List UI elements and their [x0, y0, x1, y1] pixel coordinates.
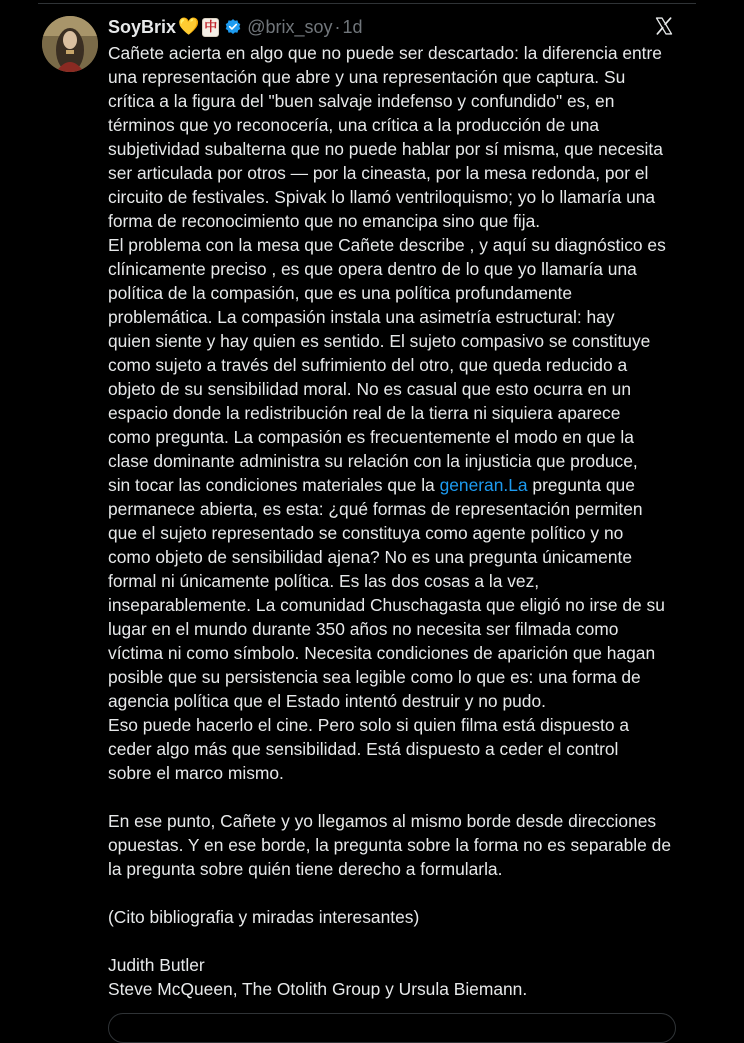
tweet-line: términos que yo reconocería, una crítica a la producción de una	[108, 115, 600, 135]
tweet-line: como sujeto a través del sufrimiento del otro, que queda reducido a	[108, 355, 628, 375]
tweet-line: una representación que abre y una representación que captura. Su	[108, 67, 626, 87]
tweet-line: En ese punto, Cañete y yo llegamos al mismo borde desde direcciones	[108, 811, 657, 831]
tweet-line: posible que su persistencia sea legible como lo que es: una forma de	[108, 667, 641, 687]
tweet-line: política de la compasión, que es una política profundamente	[108, 283, 573, 303]
tweet-line-with-link	[108, 473, 688, 497]
tweet-line: sobre el marco mismo.	[108, 763, 284, 783]
tweet-line: inseparablemente. La comunidad Chuschagasta que eligió no irse de su	[108, 595, 665, 615]
tweet-line: permanece abierta, es esta: ¿qué formas de representación permiten	[108, 499, 643, 519]
tweet-line: ser articulada por otros — por la cineasta, por la mesa redonda, por el	[108, 163, 649, 183]
top-divider	[38, 3, 696, 4]
tweet-line: ceder algo más que sensibilidad. Está dispuesto a ceder el control	[108, 739, 619, 759]
tweet-line: lugar en el mundo durante 350 años no necesita ser filmada como	[108, 619, 619, 639]
tweet-line: formal ni únicamente política. Es las dos cosas a la vez,	[108, 571, 540, 591]
author-handle[interactable]: @brix_soy	[247, 16, 333, 37]
tweet-line: como objeto de sensibilidad ajena? No es una pregunta únicamente	[108, 547, 633, 567]
link-line-after: pregunta que	[527, 475, 635, 495]
tweet-line: problemática. La compasión instala una asimetría estructural: hay	[108, 307, 615, 327]
tweet-line: (Cito bibliografia y miradas interesantes)	[108, 907, 420, 927]
tweet-line: crítica a la figura del "buen salvaje indefenso y confundido" es, en	[108, 91, 615, 111]
tweet-line: espacio donde la redistribución real de la tierra ni siquiera aparece	[108, 403, 621, 423]
display-name[interactable]: SoyBrix	[108, 16, 177, 37]
link-line-before: sin tocar las condiciones materiales que la	[108, 475, 440, 495]
tweet-line: subjetividad subalterna que no puede hablar por sí misma, que necesita	[108, 139, 663, 159]
mahjong-tile-icon: 中	[204, 19, 218, 35]
paragraph-gap	[108, 881, 688, 905]
tweet-line: Steve McQueen, The Otolith Group y Ursula Biemann.	[108, 979, 528, 999]
tweet-line: agencia política que el Estado intentó destruir y no pudo.	[108, 691, 546, 711]
tweet-line: víctima ni como símbolo. Necesita condiciones de aparición que hagan	[108, 643, 656, 663]
timestamp[interactable]: 1d	[342, 16, 363, 37]
tweet-link[interactable]: generan.La	[439, 475, 528, 495]
tweet-line: la pregunta sobre quién tiene derecho a formularla.	[108, 859, 503, 879]
tweet-line: forma de reconocimiento que no emancipa sino que fija.	[108, 211, 541, 231]
avatar[interactable]	[42, 16, 98, 72]
tweet-line: que el sujeto representado se constituya como agente político y no	[108, 523, 624, 543]
tweet-line: opuestas. Y en ese borde, la pregunta sobre la forma no es separable de	[108, 835, 672, 855]
tweet-line: El problema con la mesa que Cañete describe , y aquí su diagnóstico es	[108, 235, 666, 255]
tweet-header	[108, 13, 363, 41]
tweet-line: Eso puede hacerlo el cine. Pero solo si quien filma está dispuesto a	[108, 715, 630, 735]
paragraph-gap	[108, 785, 688, 809]
avatar-image	[42, 16, 98, 72]
embedded-card[interactable]	[108, 1013, 676, 1043]
paragraph-gap	[108, 929, 688, 953]
tweet-line: objeto de su sensibilidad moral. No es casual que esto ocurra en un	[108, 379, 632, 399]
x-logo-icon[interactable]	[654, 16, 674, 36]
tweet-line: quien siente y hay quien es sentido. El sujeto compasivo se constituye	[108, 331, 651, 351]
tweet-line: clase dominante administra su relación con la injusticia que produce,	[108, 451, 638, 471]
tweet-line: circuito de festivales. Spivak lo llamó ventriloquismo; yo lo llamaría una	[108, 187, 656, 207]
verified-badge-icon	[224, 18, 242, 36]
heart-emoji-icon: 💛	[178, 16, 200, 37]
tweet-body	[108, 41, 688, 1001]
tweet-line: clínicamente preciso , es que opera dentro de lo que yo llamaría una	[108, 259, 637, 279]
tweet-line: como pregunta. La compasión es frecuentemente el modo en que la	[108, 427, 634, 447]
tweet-line: Cañete acierta en algo que no puede ser descartado: la diferencia entre	[108, 43, 662, 63]
tweet-line: Judith Butler	[108, 955, 205, 975]
header-separator: ·	[334, 16, 341, 37]
